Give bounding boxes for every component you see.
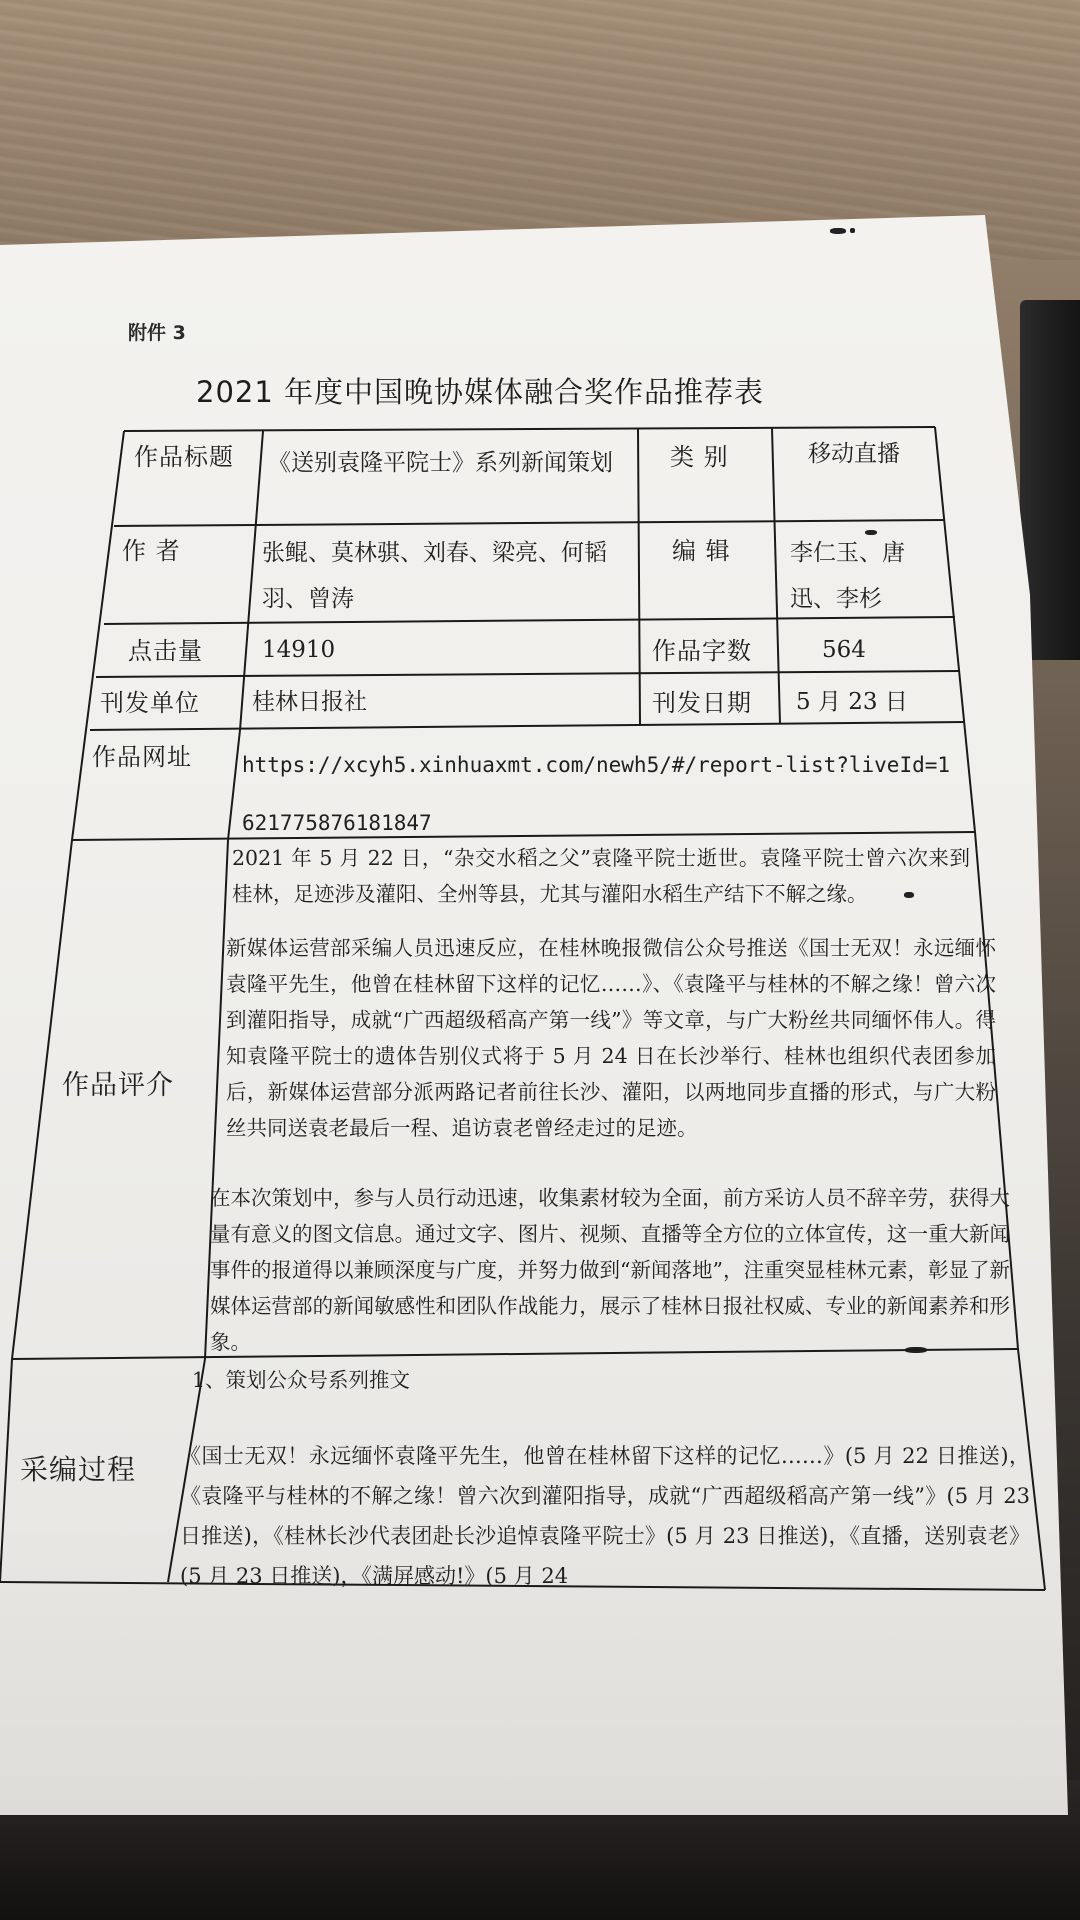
publish-date-label: 刊发日期 bbox=[652, 689, 752, 717]
page-title: 2021 年度中国晚协媒体融合奖作品推荐表 bbox=[196, 375, 765, 409]
attachment-label: 附件 3 bbox=[128, 322, 186, 344]
review-paragraph-2: 新媒体运营部采编人员迅速反应，在桂林晚报微信公众号推送《国士无双！永远缅怀袁隆平先生，他曾在桂林留下这样的记忆……》、《袁隆平与桂林的不解之缘！曾六次到灌阳指导，成就“广西超级稻高产第一线”》等文章，与广大粉丝共同缅怀伟人。得知袁隆平院士的遗体告别仪式将于 5 月 24 日在长沙举行、桂林也组织代表团参加后，新媒体运营部分派两路记者前往长沙、灌阳，以两地同步直播的形式，与广大粉丝共同送袁老最后一程、追访袁老曾经走过的足迹。 bbox=[226, 936, 996, 1140]
author-label: 作 者 bbox=[122, 537, 181, 565]
editor-label: 编 辑 bbox=[672, 537, 731, 565]
review-paragraph-1: 2021 年 5 月 22 日，“杂交水稻之父”袁隆平院士逝世。袁隆平院士曾六次来到桂林，足迹涉及灌阳、全州等县，尤其与灌阳水稻生产结下不解之缘。 bbox=[232, 846, 970, 906]
author-value: 张鲲、莫林骐、刘春、梁亮、何韬羽、曾涛 bbox=[262, 540, 607, 612]
editor-value: 李仁玉、唐迅、李杉 bbox=[790, 540, 905, 612]
category-label: 类 别 bbox=[670, 443, 729, 471]
clicks-label: 点击量 bbox=[128, 637, 203, 665]
work-title-label: 作品标题 bbox=[134, 443, 234, 471]
word-count-value: 564 bbox=[822, 637, 866, 663]
work-title-value: 《送别袁隆平院士》系列新闻策划 bbox=[268, 450, 613, 476]
clicks-value: 14910 bbox=[262, 637, 336, 663]
publish-date-value: 5 月 23 日 bbox=[796, 689, 908, 715]
url-label: 作品网址 bbox=[92, 743, 192, 771]
publisher-label: 刊发单位 bbox=[100, 689, 200, 717]
review-label: 作品评介 bbox=[62, 1070, 174, 1101]
process-text: 《国士无双！永远缅怀袁隆平先生，他曾在桂林留下这样的记忆……》(5 月 22 日推送)，《袁隆平与桂林的不解之缘！曾六次到灌阳指导，成就“广西超级稻高产第一线”》(5 月 23 日推送)，《桂林长沙代表团赴长沙追悼袁隆平院士》(5 月 23 日推送)，《直播，送别袁老》(5 月 23 日推送)，《满屏感动!》(5 月 24 bbox=[180, 1444, 1030, 1588]
publisher-value: 桂林日报社 bbox=[252, 689, 367, 715]
word-count-label: 作品字数 bbox=[652, 637, 752, 665]
process-label: 采编过程 bbox=[20, 1453, 137, 1486]
process-heading: 1、策划公众号系列推文 bbox=[192, 1368, 411, 1392]
category-value: 移动直播 bbox=[808, 441, 900, 467]
url-value: https://xcyh5.xinhuaxmt.com/newh5/#/report-list?liveId=1621775876181847 bbox=[242, 753, 951, 835]
review-paragraph-3: 在本次策划中，参与人员行动迅速，收集素材较为全面，前方采访人员不辞辛劳，获得大量有意义的图文信息。通过文字、图片、视频、直播等全方位的立体宣传，这一重大新闻事件的报道得以兼顾深度与广度，并努力做到“新闻落地”，注重突显桂林元素，彰显了新媒体运营部的新闻敏感性和团队作战能力，展示了桂林日报社权威、专业的新闻素养和形象。 bbox=[210, 1186, 1010, 1354]
